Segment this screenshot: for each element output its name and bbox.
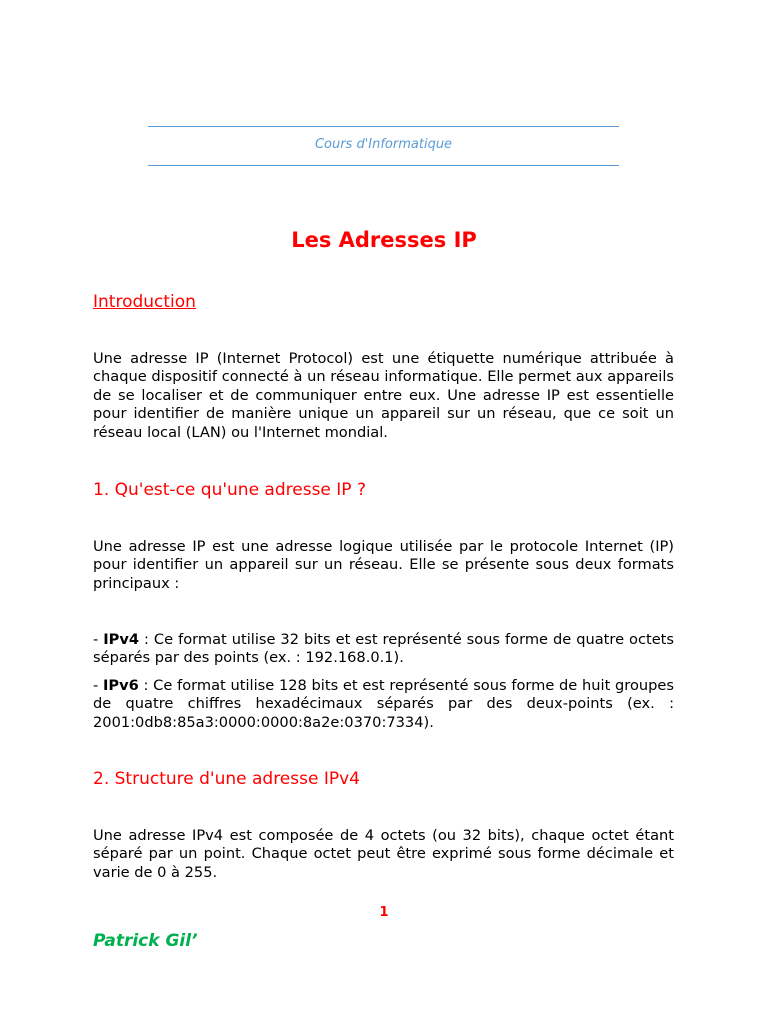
ipv4-description: : Ce format utilise 32 bits et est représenté sous forme de quatre octets séparés par des points (ex. : 192.168.0.1).	[93, 631, 674, 667]
page-number: 1	[379, 905, 389, 920]
ipv4-term: IPv4	[103, 631, 140, 648]
section-2-paragraph: Une adresse IPv4 est composée de 4 octets (ou 32 bits), chaque octet étant séparé par un point. Chaque octet peut être exprimé sous forme décimale et varie de 0 à 255.	[93, 827, 674, 881]
section-2-heading: 2. Structure d'une adresse IPv4	[93, 769, 360, 789]
intro-heading: Introduction	[93, 292, 196, 312]
ipv6-term: IPv6	[103, 677, 139, 694]
ipv4-prefix: -	[93, 631, 104, 648]
section-1-heading: 1. Qu'est-ce qu'une adresse IP ?	[93, 480, 366, 500]
section-1-paragraph: Une adresse IP est une adresse logique utilisée par le protocole Internet (IP) pour identifier un appareil sur un réseau. Elle se présente sous deux formats principaux :	[93, 538, 674, 592]
header-top-rule	[148, 126, 619, 127]
ipv6-prefix: -	[93, 677, 103, 694]
page-title: Les Adresses IP	[291, 228, 477, 252]
intro-paragraph: Une adresse IP (Internet Protocol) est une étiquette numérique attribuée à chaque dispositif connecté à un réseau informatique. Elle permet aux appareils de se localiser et de communiquer entre eux. Une adresse IP est essentielle pour identifier de manière unique un appareil sur un réseau, que ce soit un réseau local (LAN) ou l'Internet mondial.	[93, 350, 674, 441]
header-bottom-rule	[148, 165, 619, 166]
author-signature: Patrick Gil’	[93, 931, 198, 951]
ipv6-list-item	[93, 677, 674, 732]
ipv4-list-item	[93, 631, 674, 668]
ipv6-description: : Ce format utilise 128 bits et est représenté sous forme de huit groupes de quatre chiffres hexadécimaux séparés par des deux-points (ex. : 2001:0db8:85a3:0000:0000:8a2e:0370:7334).	[93, 677, 674, 731]
header-course-name: Cours d'Informatique	[314, 137, 453, 152]
